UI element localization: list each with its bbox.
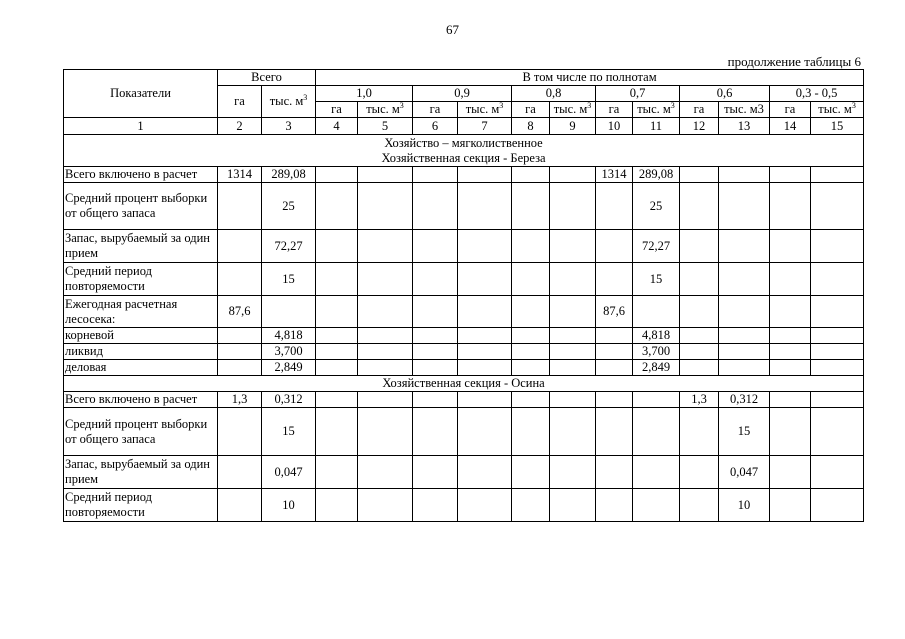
cell-value (811, 392, 864, 408)
continued-label: продолжение таблицы 6 (727, 54, 861, 69)
subheader-m3: тыс. $м^3$ (358, 102, 413, 118)
cell-value (596, 263, 633, 296)
cell-value: 15 (633, 263, 680, 296)
cell-value (458, 489, 512, 522)
cell-value (680, 263, 719, 296)
cell-value (770, 456, 811, 489)
cell-value (316, 230, 358, 263)
cell-value (550, 167, 596, 183)
cell-value (358, 263, 413, 296)
row-label: Средний процент выборки от общего запаса (64, 408, 218, 456)
cell-value (596, 456, 633, 489)
cell-value (316, 360, 358, 376)
subheader-m3: тыс. $м^3$ (550, 102, 596, 118)
cell-value (680, 328, 719, 344)
row-label: корневой (64, 328, 218, 344)
cell-value (550, 456, 596, 489)
cell-value (719, 360, 770, 376)
cell-value (680, 344, 719, 360)
subheader-ha: га (413, 102, 458, 118)
cell-value (550, 360, 596, 376)
cell-value: 289,08 (262, 167, 316, 183)
cell-value (262, 296, 316, 328)
subheader-m3: тыс. м3 (719, 102, 770, 118)
table-row (64, 328, 864, 344)
cell-value (458, 328, 512, 344)
subheader-ha: га (680, 102, 719, 118)
column-number: 11 (633, 118, 680, 135)
column-number: 14 (770, 118, 811, 135)
cell-value (358, 230, 413, 263)
cell-value (413, 360, 458, 376)
table-row (64, 183, 864, 230)
cell-value (770, 183, 811, 230)
density-0-3-0-5: 0,3 - 0,5 (770, 86, 864, 102)
cell-value (413, 456, 458, 489)
cell-value (218, 489, 262, 522)
cell-value: 4,818 (633, 328, 680, 344)
cell-value (218, 344, 262, 360)
cell-value (413, 344, 458, 360)
cell-value (770, 408, 811, 456)
cell-value: 3,700 (262, 344, 316, 360)
column-number: 8 (512, 118, 550, 135)
cell-value (596, 489, 633, 522)
cell-value: 2,849 (633, 360, 680, 376)
cell-value: 25 (262, 183, 316, 230)
cell-value: 87,6 (218, 296, 262, 328)
column-number: 13 (719, 118, 770, 135)
cell-value (811, 489, 864, 522)
cell-value (719, 230, 770, 263)
cell-value (550, 489, 596, 522)
cell-value (458, 183, 512, 230)
section-title: Хозяйственная секция - Осина (64, 376, 864, 392)
cell-value (719, 183, 770, 230)
table-row (64, 263, 864, 296)
cell-value (413, 296, 458, 328)
row-label: Средний период повторяемости (64, 263, 218, 296)
cell-value (596, 183, 633, 230)
cell-value (811, 456, 864, 489)
cell-value (413, 263, 458, 296)
row-label: Средний период повторяемости (64, 489, 218, 522)
cell-value (316, 456, 358, 489)
cell-value (550, 296, 596, 328)
cell-value (770, 360, 811, 376)
density-0-7: 0,7 (596, 86, 680, 102)
cell-value (413, 392, 458, 408)
cell-value (512, 183, 550, 230)
cell-value (316, 263, 358, 296)
row-label: Средний процент выборки от общего запаса (64, 183, 218, 230)
table-row (64, 408, 864, 456)
cell-value (458, 344, 512, 360)
cell-value (811, 167, 864, 183)
cell-value (512, 296, 550, 328)
column-number: 10 (596, 118, 633, 135)
cell-value (358, 167, 413, 183)
cell-value (550, 328, 596, 344)
cell-value: 1,3 (218, 392, 262, 408)
cell-value: 0,047 (262, 456, 316, 489)
cell-value (358, 408, 413, 456)
subheader-ha: га (596, 102, 633, 118)
cell-value (719, 296, 770, 328)
column-number: 1 (64, 118, 218, 135)
cell-value (550, 408, 596, 456)
row-label: деловая (64, 360, 218, 376)
cell-value: 0,312 (262, 392, 316, 408)
cell-value (358, 456, 413, 489)
section-title: Хозяйственная секция - Береза (381, 150, 546, 165)
cell-value (316, 167, 358, 183)
cell-value (358, 360, 413, 376)
cell-value (680, 456, 719, 489)
cell-value (770, 344, 811, 360)
cell-value (550, 344, 596, 360)
cell-value (512, 344, 550, 360)
farm-title: Хозяйство – мягколиственное (384, 135, 543, 150)
cell-value (218, 328, 262, 344)
cell-value (680, 183, 719, 230)
cell-value: 1314 (218, 167, 262, 183)
cell-value: 289,08 (633, 167, 680, 183)
cell-value: 10 (262, 489, 316, 522)
cell-value: 72,27 (262, 230, 316, 263)
cell-value: 1,3 (680, 392, 719, 408)
cell-value (512, 408, 550, 456)
cell-value (770, 489, 811, 522)
cell-value (680, 408, 719, 456)
cell-value (550, 392, 596, 408)
cell-value (811, 183, 864, 230)
cell-value: 15 (719, 408, 770, 456)
cell-value (680, 489, 719, 522)
cell-value (596, 360, 633, 376)
row-label: Запас, вырубаемый за один прием (64, 456, 218, 489)
cell-value (316, 408, 358, 456)
cell-value (316, 296, 358, 328)
table-row (64, 392, 864, 408)
column-number: 3 (262, 118, 316, 135)
cell-value (413, 230, 458, 263)
cell-value (413, 328, 458, 344)
row-label: Всего включено в расчет (64, 167, 218, 183)
cell-value (680, 167, 719, 183)
cell-value (719, 263, 770, 296)
cell-value (811, 328, 864, 344)
column-number: 6 (413, 118, 458, 135)
header-total: Всего (218, 70, 316, 86)
cell-value (811, 344, 864, 360)
row-label: Запас, вырубаемый за один прием (64, 230, 218, 263)
cell-value (512, 360, 550, 376)
cell-value (770, 328, 811, 344)
cell-value: 87,6 (596, 296, 633, 328)
cell-value (811, 263, 864, 296)
cell-value (596, 230, 633, 263)
table-row (64, 344, 864, 360)
row-label: Ежегодная расчетная лесосека: (64, 296, 218, 328)
cell-value (633, 296, 680, 328)
subheader-m3: тыс. $м^3$ (633, 102, 680, 118)
subheader-m3: тыс. $м^3$ (458, 102, 512, 118)
cell-value (719, 344, 770, 360)
density-1-0: 1,0 (316, 86, 413, 102)
subheader-ha: га (770, 102, 811, 118)
cell-value (458, 230, 512, 263)
subheader-m3: тыс. $м^3$ (811, 102, 864, 118)
cell-value (458, 408, 512, 456)
cell-value (413, 408, 458, 456)
density-0-8: 0,8 (512, 86, 596, 102)
cell-value (458, 456, 512, 489)
cell-value: 4,818 (262, 328, 316, 344)
cell-value (413, 183, 458, 230)
cell-value (770, 263, 811, 296)
cell-value (458, 392, 512, 408)
cell-value (633, 392, 680, 408)
cell-value (512, 328, 550, 344)
cell-value (811, 408, 864, 456)
cell-value (218, 360, 262, 376)
cell-value (550, 230, 596, 263)
header-indicators: Показатели (64, 70, 218, 118)
cell-value (596, 344, 633, 360)
column-number: 2 (218, 118, 262, 135)
cell-value (512, 392, 550, 408)
density-0-9: 0,9 (413, 86, 512, 102)
cell-value (458, 360, 512, 376)
header-by-density: В том числе по полнотам (316, 70, 864, 86)
cell-value (770, 230, 811, 263)
table-row (64, 167, 864, 183)
cell-value (633, 408, 680, 456)
cell-value (458, 296, 512, 328)
cell-value (550, 263, 596, 296)
cell-value (358, 296, 413, 328)
cell-value (512, 167, 550, 183)
cell-value (316, 489, 358, 522)
column-number: 7 (458, 118, 512, 135)
cell-value (358, 328, 413, 344)
cell-value (358, 489, 413, 522)
subheader-ha: га (512, 102, 550, 118)
cell-value (512, 489, 550, 522)
cell-value (512, 456, 550, 489)
cell-value: 2,849 (262, 360, 316, 376)
cell-value (633, 489, 680, 522)
cell-value (458, 263, 512, 296)
cell-value: 15 (262, 263, 316, 296)
column-number: 9 (550, 118, 596, 135)
column-number: 4 (316, 118, 358, 135)
table-row (64, 360, 864, 376)
cell-value: 3,700 (633, 344, 680, 360)
cell-value (358, 392, 413, 408)
column-number: 5 (358, 118, 413, 135)
page-number: 67 (446, 22, 459, 37)
cell-value (316, 328, 358, 344)
forest-table (63, 69, 864, 522)
cell-value (719, 328, 770, 344)
cell-value: 1314 (596, 167, 633, 183)
table-row (64, 489, 864, 522)
cell-value (811, 360, 864, 376)
cell-value (680, 296, 719, 328)
cell-value (316, 344, 358, 360)
cell-value: 15 (262, 408, 316, 456)
column-number: 15 (811, 118, 864, 135)
cell-value (596, 408, 633, 456)
cell-value (811, 296, 864, 328)
subheader-ha: га (316, 102, 358, 118)
density-0-6: 0,6 (680, 86, 770, 102)
cell-value (550, 183, 596, 230)
header-total-ha: га (218, 86, 262, 118)
cell-value: 72,27 (633, 230, 680, 263)
cell-value (512, 263, 550, 296)
cell-value (811, 230, 864, 263)
cell-value: 25 (633, 183, 680, 230)
cell-value (680, 230, 719, 263)
cell-value (218, 456, 262, 489)
farm-title-cell (64, 135, 864, 167)
cell-value (719, 167, 770, 183)
cell-value (218, 183, 262, 230)
cell-value (316, 183, 358, 230)
cell-value (358, 344, 413, 360)
cell-value (770, 296, 811, 328)
cell-value (770, 392, 811, 408)
table-row (64, 296, 864, 328)
column-number: 12 (680, 118, 719, 135)
row-label: ликвид (64, 344, 218, 360)
header-total-m3: тыс. $м^3$ (262, 86, 316, 118)
table-row (64, 230, 864, 263)
cell-value (680, 360, 719, 376)
cell-value (358, 183, 413, 230)
row-label: Всего включено в расчет (64, 392, 218, 408)
cell-value (218, 263, 262, 296)
cell-value (413, 167, 458, 183)
cell-value (633, 456, 680, 489)
table-row (64, 456, 864, 489)
cell-value: 0,312 (719, 392, 770, 408)
cell-value (596, 392, 633, 408)
cell-value (218, 408, 262, 456)
cell-value (512, 230, 550, 263)
cell-value (458, 167, 512, 183)
cell-value (596, 328, 633, 344)
cell-value: 0,047 (719, 456, 770, 489)
cell-value (218, 230, 262, 263)
cell-value: 10 (719, 489, 770, 522)
cell-value (316, 392, 358, 408)
cell-value (770, 167, 811, 183)
cell-value (413, 489, 458, 522)
